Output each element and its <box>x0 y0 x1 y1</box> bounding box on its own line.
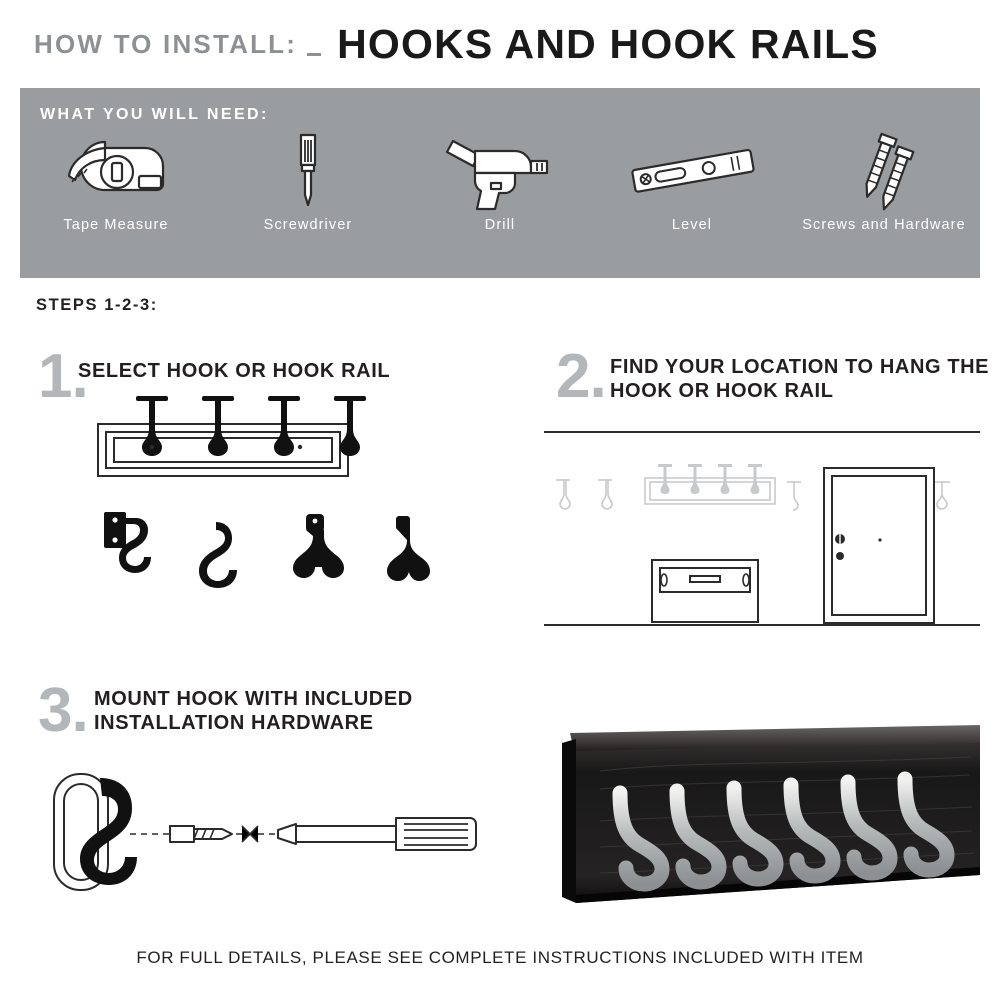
tool-label: Level <box>671 217 713 233</box>
tool-item-screws <box>794 130 974 234</box>
step-2-illustration <box>540 420 984 645</box>
tool-list <box>20 130 980 270</box>
step-3-heading: MOUNT HOOK WITH INCLUDED INSTALLATION HARDWARE <box>94 688 413 734</box>
drill-icon <box>435 130 565 212</box>
tool-item-drill <box>410 130 590 234</box>
materials-band <box>20 88 980 278</box>
steps-title: STEPS 1-2-3: <box>36 296 158 314</box>
step-3-illustration-mounting <box>30 760 500 910</box>
tool-label: Tape Measure <box>63 217 169 233</box>
page-header <box>34 18 966 70</box>
footer-note: FOR FULL DETAILS, PLEASE SEE COMPLETE INSTRUCTIONS INCLUDED WITH ITEM <box>136 948 864 967</box>
tape-measure-icon <box>61 130 171 212</box>
header-subtitle: HOW TO INSTALL: <box>34 28 298 59</box>
step-2-heading: FIND YOUR LOCATION TO HANG THE HOOK OR HOOK RAIL <box>610 356 990 402</box>
finished-hook-rail-photo <box>540 725 988 920</box>
tool-item-tape-measure <box>26 130 206 234</box>
materials-title: WHAT YOU WILL NEED: <box>40 106 269 123</box>
tool-item-screwdriver <box>218 130 398 234</box>
screwdriver-icon <box>253 130 363 212</box>
step-2-number: 2. <box>556 342 606 411</box>
tool-label: Screwdriver <box>263 217 353 233</box>
screws-icon <box>829 130 939 212</box>
tool-item-level <box>602 130 782 234</box>
level-icon <box>625 130 760 212</box>
tool-label: Drill <box>484 217 516 233</box>
step-3-number: 3. <box>38 676 88 745</box>
tool-label: Screws and Hardware <box>802 217 966 233</box>
header-divider-rule <box>307 53 321 56</box>
step-1-illustration <box>60 392 500 632</box>
step-1-heading: SELECT HOOK OR HOOK RAIL <box>78 360 391 382</box>
page-title: HOOKS AND HOOK RAILS <box>337 20 879 67</box>
step-1-number: 1. <box>38 342 88 411</box>
